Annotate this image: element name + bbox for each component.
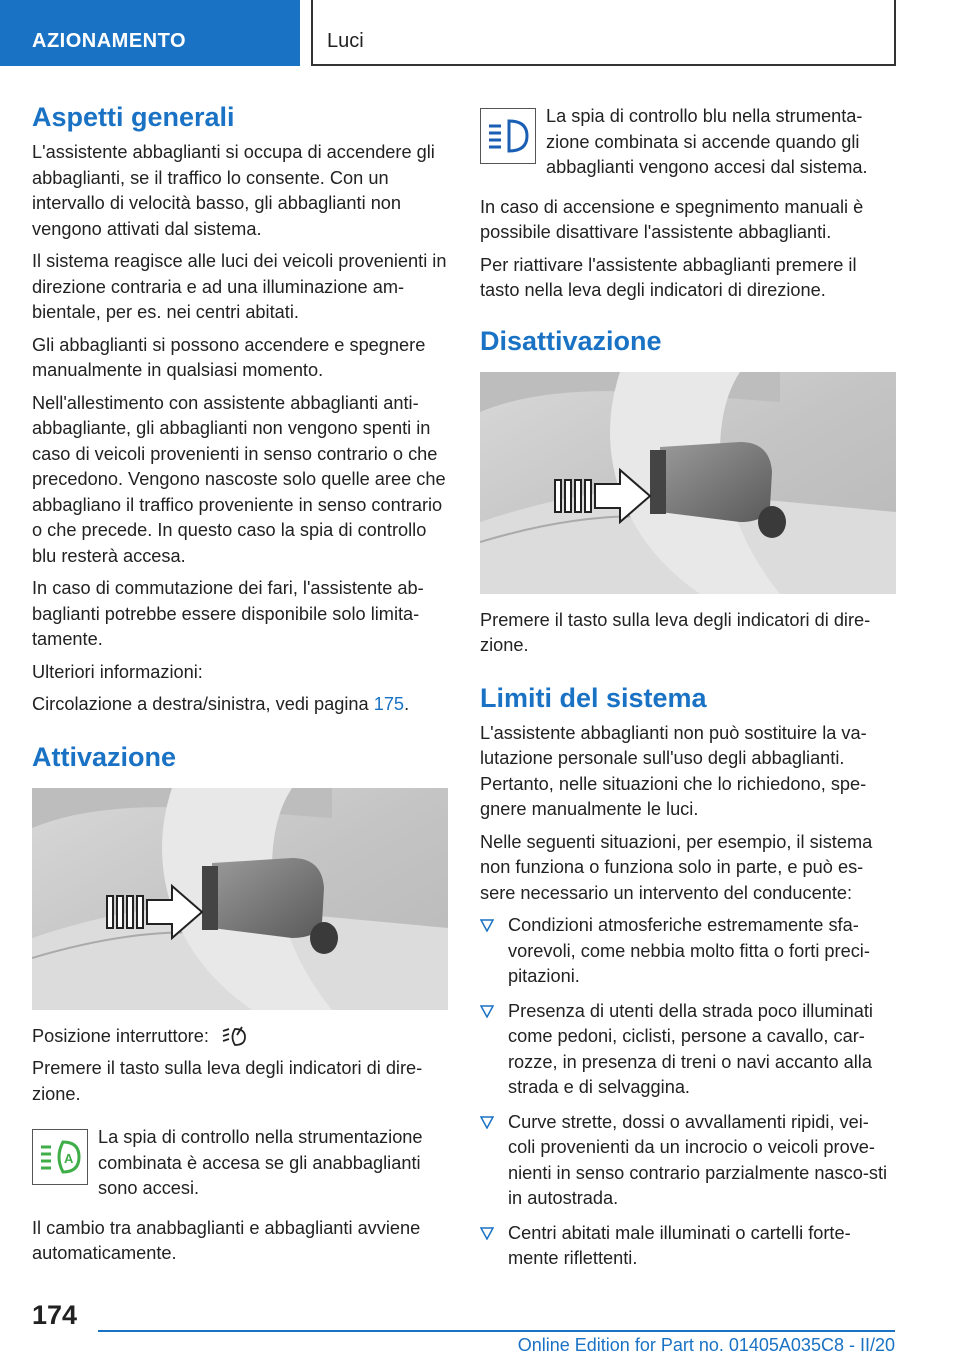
list-item-text: Presenza di utenti della strada poco illuminati come pedoni, ciclisti, persone a cavallo, car-rozze, in presenza di treni o navi accanto alla strada e di selvaggina. <box>508 1000 873 1097</box>
limits-paragraph: Nelle seguenti situazioni, per esempio, il sistema non funziona o funziona solo in parte, e può es-sere necessario un intervento del conducente: <box>480 831 873 903</box>
list-item-text: Curve strette, dossi o avvallamenti ripidi, vei-coli provenienti da un incrocio o veicoli prove-nienti in senso contrario parzialmente nasco-sti in autostrada. <box>508 1111 888 1208</box>
page-link[interactable]: 175 <box>373 694 405 714</box>
triangle-bullet-icon <box>480 1004 494 1018</box>
section-tab: AZIONAMENTO <box>0 0 300 66</box>
general-paragraph: L'assistente abbaglianti si occupa di accendere gli abbaglianti, se il traffico lo consente. Con un intervallo di velocità basso, gli abbaglianti non vengono attivati dal sistema. <box>32 142 435 239</box>
svg-text:A: A <box>64 1151 74 1166</box>
blue-high-beam-icon <box>480 108 536 164</box>
list-item-text: Centri abitati male illuminati o cartelli forte-mente riflettenti. <box>508 1222 851 1268</box>
reference-end: . <box>404 694 410 714</box>
green-indicator-icon <box>32 1129 88 1185</box>
auto-switch-text: Il cambio tra anabbaglianti e abbaglianti avviene automaticamente. <box>32 1217 421 1263</box>
press-instruction: Premere il tasto sulla leva degli indicatori di dire-zione. <box>32 1058 423 1104</box>
switch-position <box>32 1024 448 1050</box>
general-paragraph: In caso di commutazione dei fari, l'assistente ab-baglianti potrebbe essere disponibile solo limita-tamente. <box>32 578 424 649</box>
high-beam-assistant-symbol-icon <box>220 1025 250 1049</box>
blue-indicator-note <box>480 104 896 181</box>
general-paragraph: Ulteriori informazioni: <box>32 661 203 682</box>
triangle-bullet-icon <box>480 918 494 932</box>
general-paragraph: Il sistema reagisce alle luci dei veicoli provenienti in direzione contraria e ad una illuminazione am-bientale, per es. nei centri abitati. <box>32 251 447 322</box>
page-reference <box>32 692 448 718</box>
limits-paragraph: L'assistente abbaglianti non può sostituire la va-lutazione personale sull'uso degli abbaglianti. Pertanto, nelle situazioni che lo richiedono, spe-gnere manualmente le luci. <box>480 722 867 819</box>
general-paragraph: Gli abbaglianti si possono accendere e spegnere manualmente in qualsiasi momento. <box>32 334 426 380</box>
limits-list <box>480 913 896 1272</box>
green-indicator-text: La spia di controllo nella strumentazione combinata è accesa se gli anabbaglianti sono accesi. <box>98 1127 423 1198</box>
left-column <box>32 100 448 1274</box>
deactivation-heading: Disattivazione <box>480 325 662 356</box>
chapter-title: Luci <box>311 0 896 66</box>
general-paragraph: Nell'allestimento con assistente abbaglianti anti-abbagliante, gli abbaglianti non vengono spenti in caso di veicoli provenienti in senso contrario o che precedono. Vengono nascoste solo quelle aree che abbagliano il traffico proveniente in senso contrario o che precede. In questo caso la spia di controllo blu resterà accesa. <box>32 392 446 566</box>
footer-divider <box>98 1330 895 1332</box>
triangle-bullet-icon <box>480 1115 494 1129</box>
list-item <box>480 913 896 990</box>
reference-text: Circolazione a destra/sinistra, vedi pagina <box>32 694 374 714</box>
page-header <box>0 0 960 66</box>
page-number: 174 <box>32 1300 78 1330</box>
list-item-text: Condizioni atmosferiche estremamente sfa-vorevoli, come nebbia molto fitta o forti preci-pitazioni. <box>508 915 870 986</box>
list-item <box>480 999 896 1101</box>
press-instruction: Premere il tasto sulla leva degli indicatori di dire-zione. <box>480 609 871 655</box>
activation-heading: Attivazione <box>32 741 177 772</box>
stalk-photo-deactivation <box>480 372 896 594</box>
reactivate-text: Per riattivare l'assistente abbaglianti premere il tasto nella leva degli indicatori di direzione. <box>480 254 857 300</box>
right-column <box>480 100 896 1281</box>
list-item <box>480 1110 896 1212</box>
general-heading: Aspetti generali <box>32 102 235 132</box>
limits-heading: Limiti del sistema <box>480 682 707 713</box>
manual-text: In caso di accensione e spegnimento manuali è possibile disattivare l'assistente abbaglianti. <box>480 196 864 242</box>
switch-position-label: Posizione interruttore: <box>32 1025 209 1046</box>
triangle-bullet-icon <box>480 1226 494 1240</box>
stalk-photo-activation <box>32 788 448 1010</box>
green-indicator-note <box>32 1125 448 1202</box>
edition-footer: Online Edition for Part no. 01405A035C8 - II/20 <box>517 1335 895 1355</box>
list-item <box>480 1221 896 1272</box>
blue-indicator-text: La spia di controllo blu nella strumenta-zione combinata si accende quando gli abbaglianti vengono accesi dal sistema. <box>546 106 868 177</box>
